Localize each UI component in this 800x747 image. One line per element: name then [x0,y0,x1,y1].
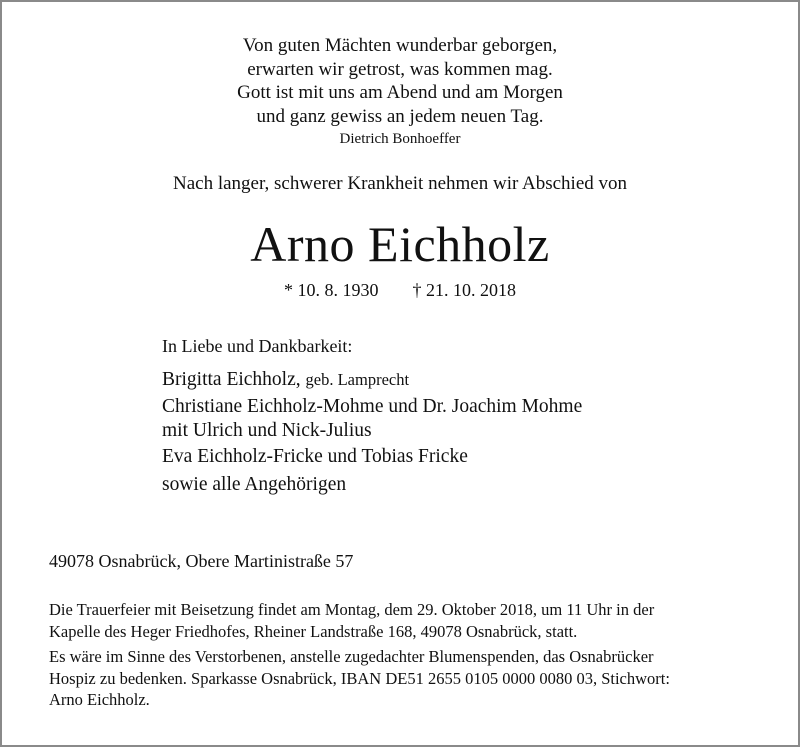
poem-line: und ganz gewiss an jedem neuen Tag. [256,105,544,127]
mourners-list [162,366,582,500]
death-date: † 21. 10. 2018 [412,280,516,300]
poem [0,34,800,128]
poem-line: Von guten Mächten wunderbar geborgen, [242,35,558,56]
intro-text: Nach langer, schwerer Krankheit nehmen wir Abschied von [172,173,628,194]
ceremony-line: Die Trauerfeier mit Beisetzung findet am Montag, dem 29. Oktober 2018, um 11 Uhr in der [49,600,655,619]
donation-line: Arno Eichholz. [49,690,150,709]
mourner-entry [162,419,582,443]
mourner-name: sowie alle Angehörigen [162,474,347,495]
mourner-entry [162,443,582,472]
poem-line: Gott ist mit uns am Abend und am Morgen [237,82,563,103]
donation-info [49,646,769,711]
mourner-name: Christiane Eichholz-Mohme und Dr. Joachim Mohme [162,395,583,417]
birth-date: * 10. 8. 1930 [284,280,379,300]
mourner-entry [162,395,582,419]
mourner-name: mit Ulrich und Nick-Julius [162,419,372,441]
deceased-name: Arno Eichholz [250,216,550,272]
donation-line: Es wäre im Sinne des Verstorbenen, anstelle zugedachter Blumenspenden, das Osnabrücker [49,647,654,666]
poem-line: erwarten wir getrost, was kommen mag. [247,58,553,80]
mourner-entry [162,366,582,395]
mourner-note: geb. Lamprecht [305,370,410,389]
mourner-name: Eva Eichholz-Fricke und Tobias Fricke [162,445,468,467]
mourner-entry [162,471,582,500]
family-address: 49078 Osnabrück, Obere Martinistraße 57 [49,551,354,571]
ceremony-line: Kapelle des Heger Friedhofes, Rheiner Landstraße 168, 49078 Osnabrück, statt. [49,621,578,641]
ceremony-info [49,599,769,642]
mourner-name: Brigitta Eichholz, [162,369,301,390]
donation-line: Hospiz zu bedenken. Sparkasse Osnabrück, IBAN DE51 2655 0105 0000 0080 03, Stichwort: [49,668,670,688]
life-dates [0,280,800,301]
poem-author: Dietrich Bonhoeffer [339,131,461,147]
mourners-heading: In Liebe und Dankbarkeit: [162,336,353,356]
